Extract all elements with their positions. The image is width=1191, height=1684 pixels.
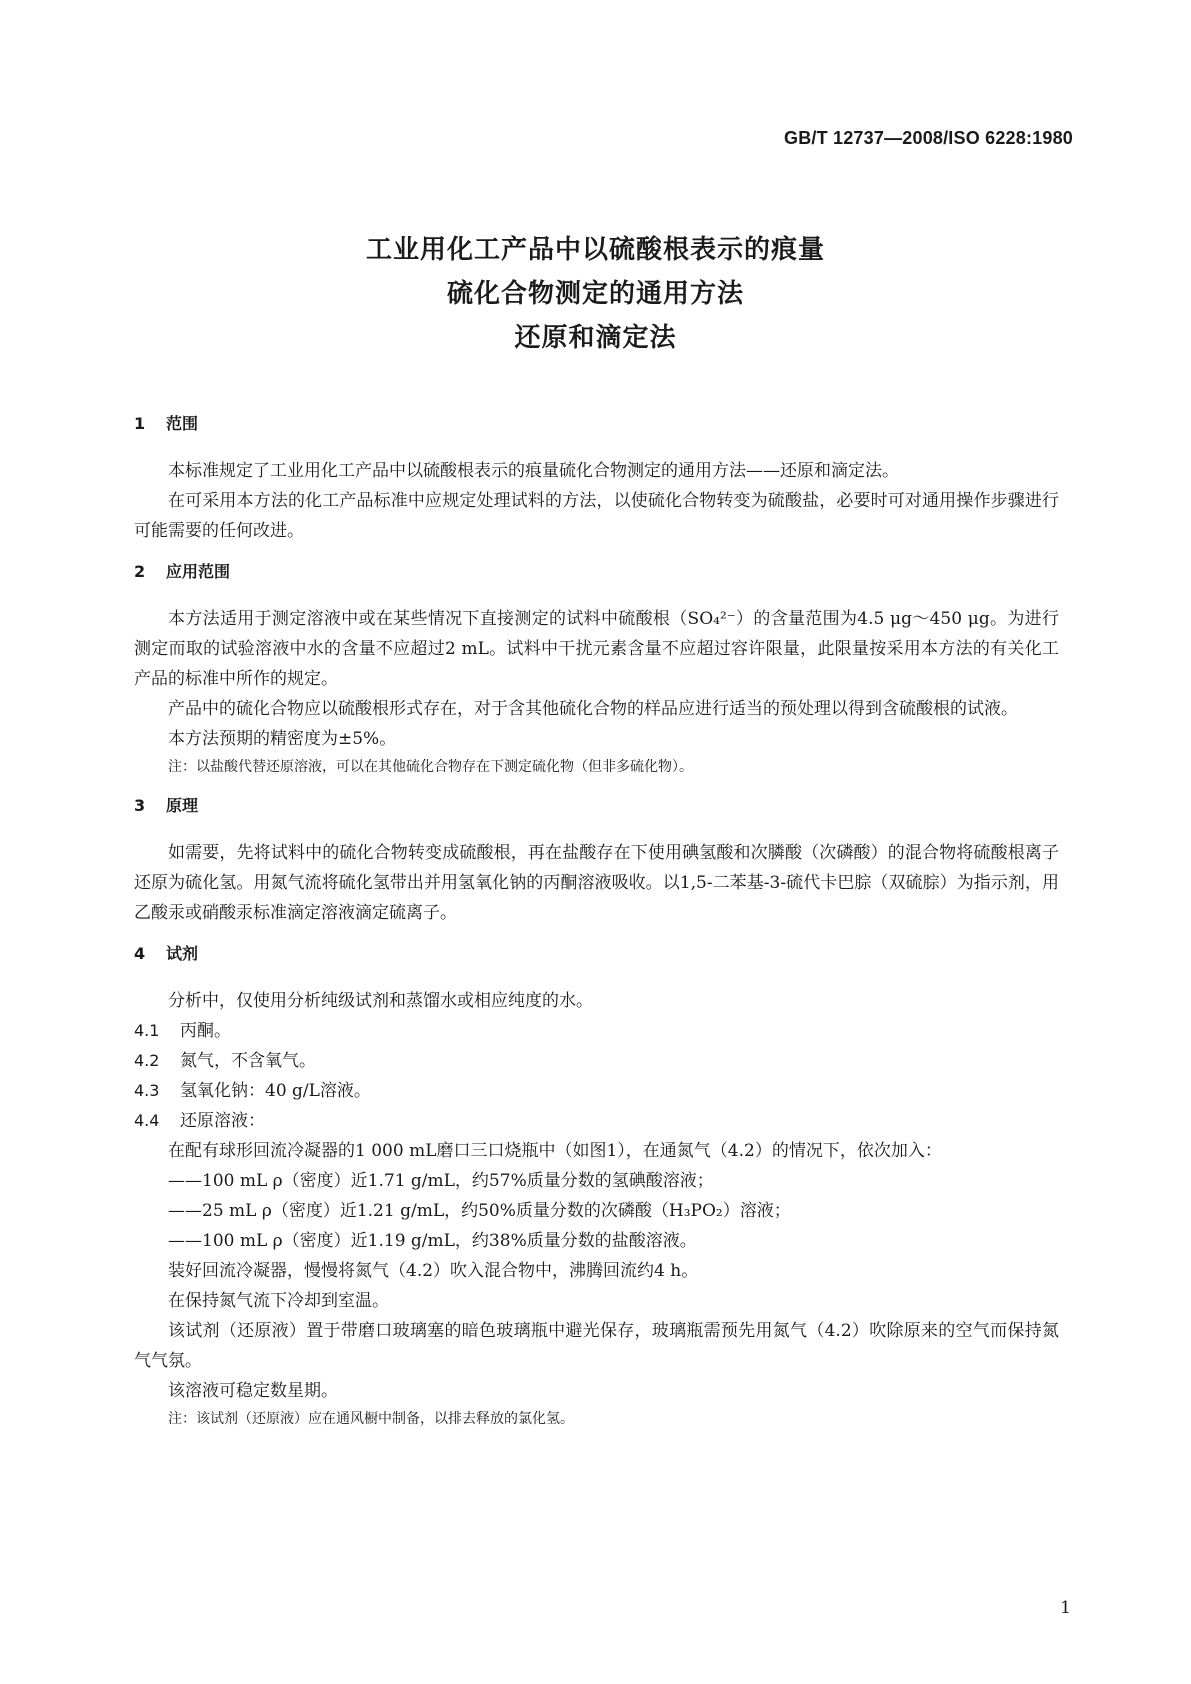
sub-clause-4-3 <box>134 1076 1059 1106</box>
title-line-2: 硫化合物测定的通用方法 <box>446 279 744 309</box>
standard-code: GB/T 12737—2008/ISO 6228:1980 <box>784 128 1073 148</box>
sub-clause-4-1 <box>134 1016 1059 1046</box>
note: 注：以盐酸代替还原溶液，可以在其他硫化合物存在下测定硫化物（但非多硫化物）。 <box>168 759 693 775</box>
paragraph: 分析中，仅使用分析纯级试剂和蒸馏水或相应纯度的水。 <box>168 991 593 1011</box>
paragraph: 本方法适用于测定溶液中或在某些情况下直接测定的试料中硫酸根（SO₄²⁻）的含量范围为4.5 μg～450 μg。为进行测定而取的试验溶液中水的含量不应超过2 mL。试料中干扰元素含量不应超过容许限量，此限量按采用本方法的有关化工产品的标准中所作的规定。 <box>134 609 1059 689</box>
list-item: ——25 mL ρ（密度）近1.21 g/mL，约50%质量分数的次磷酸（H₃PO₂）溶液； <box>168 1201 791 1221</box>
paragraph: 该溶液可稳定数星期。 <box>168 1381 338 1401</box>
section-number: 4 <box>134 944 146 963</box>
sub-clause-text: 还原溶液： <box>180 1111 265 1131</box>
section-heading-principle <box>134 794 1059 818</box>
paragraph: 如需要，先将试料中的硫化合物转变成硫酸根，再在盐酸存在下使用碘氢酸和次膦酸（次磷酸）的混合物将硫酸根离子还原为硫化氢。用氮气流将硫化氢带出并用氢氧化钠的丙酮溶液吸收。以1,5-二苯基-3-硫代卡巴腙（双硫腙）为指示剂，用乙酸汞或硝酸汞标准滴定溶液滴定硫离子。 <box>134 843 1059 923</box>
section-title: 原理 <box>166 796 199 815</box>
section-number: 1 <box>134 414 146 433</box>
sub-clause-number: 4.1 <box>134 1021 160 1040</box>
sub-clause-number: 4.4 <box>134 1111 160 1130</box>
note: 注：该试剂（还原液）应在通风橱中制备，以排去释放的氯化氢。 <box>168 1411 574 1427</box>
paragraph: 该试剂（还原液）置于带磨口玻璃塞的暗色玻璃瓶中避光保存，玻璃瓶需预先用氮气（4.2）吹除原来的空气而保持氮气气氛。 <box>134 1321 1059 1371</box>
list-item: ——100 mL ρ（密度）近1.71 g/mL，约57%质量分数的氢碘酸溶液； <box>168 1171 714 1191</box>
list-item: ——100 mL ρ（密度）近1.19 g/mL，约38%质量分数的盐酸溶液。 <box>168 1231 697 1251</box>
paragraph: 本方法预期的精密度为±5%。 <box>168 729 397 749</box>
paragraph: 本标准规定了工业用化工产品中以硫酸根表示的痕量硫化合物测定的通用方法——还原和滴定法。 <box>168 461 899 481</box>
document-body <box>134 412 1059 1432</box>
sub-clause-text: 氮气，不含氧气。 <box>180 1051 316 1071</box>
paragraph: 在保持氮气流下冷却到室温。 <box>168 1291 389 1311</box>
document-title <box>0 228 1191 360</box>
paragraph: 装好回流冷凝器，慢慢将氮气（4.2）吹入混合物中，沸腾回流约4 h。 <box>168 1261 699 1281</box>
sub-clause-text: 氢氧化钠：40 g/L溶液。 <box>180 1081 371 1101</box>
section-title: 应用范围 <box>166 562 231 581</box>
title-line-3: 还原和滴定法 <box>514 323 677 353</box>
paragraph: 在配有球形回流冷凝器的1 000 mL磨口三口烧瓶中（如图1），在通氮气（4.2）的情况下，依次加入： <box>168 1141 942 1161</box>
sub-clause-number: 4.3 <box>134 1081 160 1100</box>
page-number: 1 <box>1060 1598 1071 1618</box>
section-title: 范围 <box>166 414 199 433</box>
section-heading-application <box>134 560 1059 584</box>
sub-clause-number: 4.2 <box>134 1051 160 1070</box>
sub-clause-4-2 <box>134 1046 1059 1076</box>
section-heading-scope <box>134 412 1059 436</box>
title-line-1: 工业用化工产品中以硫酸根表示的痕量 <box>365 235 825 265</box>
paragraph: 在可采用本方法的化工产品标准中应规定处理试料的方法，以使硫化合物转变为硫酸盐，必要时可对通用操作步骤进行可能需要的任何改进。 <box>134 491 1059 541</box>
section-heading-reagents <box>134 942 1059 966</box>
paragraph: 产品中的硫化合物应以硫酸根形式存在，对于含其他硫化合物的样品应进行适当的预处理以得到含硫酸根的试液。 <box>168 699 1018 719</box>
section-title: 试剂 <box>166 944 199 963</box>
section-number: 2 <box>134 562 146 581</box>
sub-clause-text: 丙酮。 <box>180 1021 231 1041</box>
sub-clause-4-4 <box>134 1106 1059 1136</box>
section-number: 3 <box>134 796 146 815</box>
